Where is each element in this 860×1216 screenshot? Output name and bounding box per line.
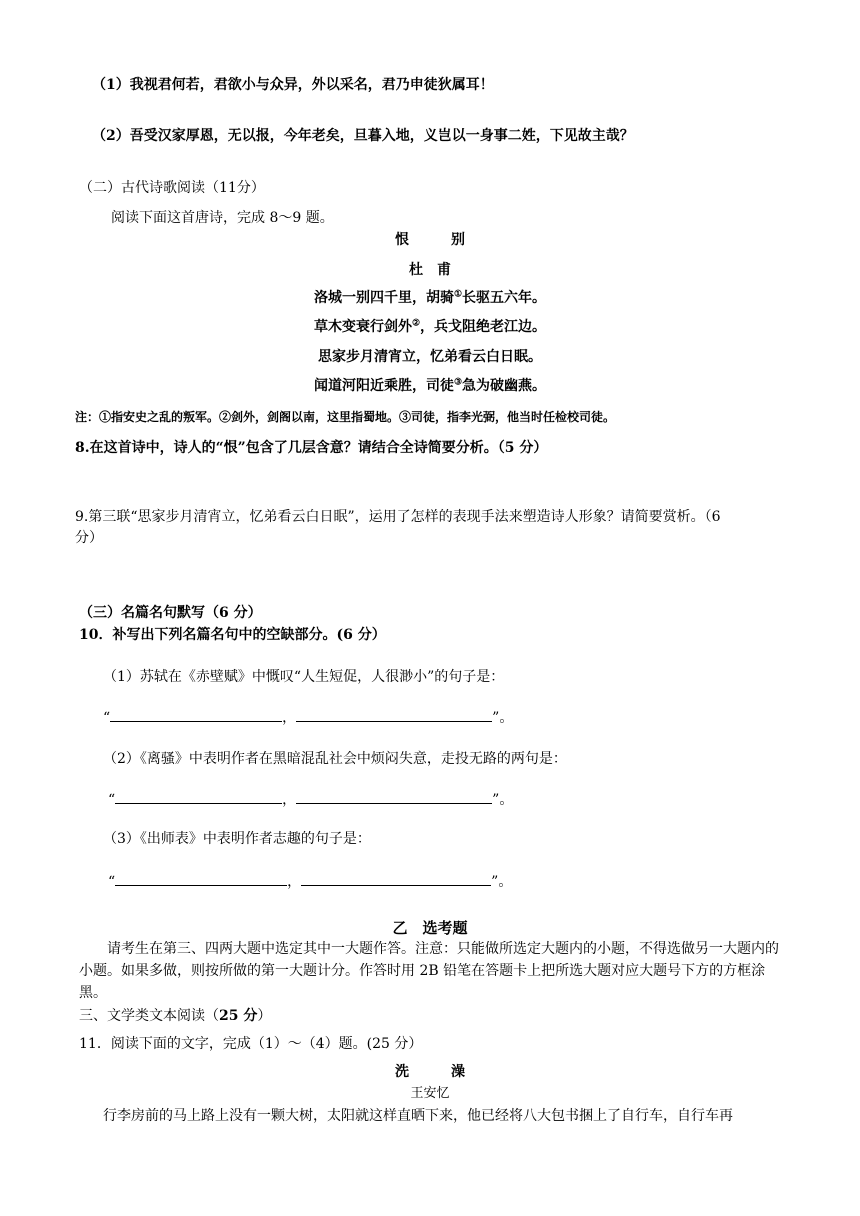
translation-item-2: （2）吾受汉家厚恩，无以报，今年老矣，旦暮入地，义岂以一身事二姓，下见故主哉？ xyxy=(92,128,634,144)
story-first-line: 行李房前的马上路上没有一颗大树，太阳就这样直晒下来，他已经将八大包书捆上了自行车，自行车再 xyxy=(103,1108,733,1124)
poetry-intro: 阅读下面这首唐诗，完成 8～9 题。 xyxy=(111,210,334,226)
question-8: 8.在这首诗中，诗人的“恨”包含了几层含意？请结合全诗简要分析。（5 分） xyxy=(75,440,548,456)
blank-2b[interactable] xyxy=(296,789,492,804)
poem-line-2: 草木变衰行剑外②，兵戈阻绝老江边。 xyxy=(313,318,547,335)
blank-3b[interactable] xyxy=(301,871,491,886)
question-9-line-2: 分） xyxy=(75,530,103,546)
poem-line-4: 闻道河阳近乘胜，司徒③急为破幽燕。 xyxy=(313,377,547,394)
famous-quotes-heading: （三）名篇名句默写（6 分） xyxy=(79,605,262,621)
poem-line-1: 洛城一别四千里，胡骑①长驱五六年。 xyxy=(313,289,547,306)
question-9-line-1: 9.第三联“思家步月清宵立，忆弟看云白日眠”，运用了怎样的表现手法来塑造诗人形象？请简要赏析。（6 xyxy=(75,509,721,525)
blank-1b[interactable] xyxy=(296,707,492,722)
poem-line-3: 思家步月清宵立，忆弟看云白日眠。 xyxy=(318,349,542,365)
poem-notes: 注：①指安史之乱的叛军。②剑外，剑阁以南，这里指蜀地。③司徒，指李光弼，他当时任检校司徒。 xyxy=(75,410,616,424)
literature-heading: 三、文学类文本阅读（25 分） xyxy=(79,1008,272,1024)
question-10: 10．补写出下列名篇名句中的空缺部分。(6 分） xyxy=(79,627,386,643)
question-11: 11．阅读下面的文字，完成（1）～（4）题。(25 分） xyxy=(79,1036,423,1052)
quote-blanks-3: “ ， ”。 xyxy=(108,871,512,892)
blank-1a[interactable] xyxy=(110,707,282,722)
quote-blanks-1: “ ， ”。 xyxy=(103,707,513,728)
poem-title: 恨 别 xyxy=(395,232,465,248)
translation-item-1: （1）我视君何若，君欲小与众异，外以采名，君乃申徒狄属耳！ xyxy=(92,77,494,93)
elective-instruction: 请考生在第三、四两大题中选定其中一大题作答。注意：只能做所选定大题内的小题，不得选做另一大题内的小题。如果多做，则按所做的第一大题计分。作答时用 2B 铅笔在答题卡上把所选大题对应大题号下方的方框涂黑。 xyxy=(79,941,779,1001)
poetry-section-heading: （二）古代诗歌阅读（11分） xyxy=(79,180,265,196)
quote-blanks-2: “ ， ”。 xyxy=(108,789,513,810)
quote-item-2: （2）《离骚》中表明作者在黑暗混乱社会中烦闷失意，走投无路的两句是： xyxy=(103,751,567,767)
story-author: 王安忆 xyxy=(410,1086,450,1101)
quote-item-3: （3）《出师表》中表明作者志趣的句子是： xyxy=(103,831,371,847)
story-title: 洗 澡 xyxy=(395,1064,465,1080)
elective-title: 乙 选考题 xyxy=(392,919,468,937)
blank-3a[interactable] xyxy=(115,871,287,886)
poem-author: 杜 甫 xyxy=(409,262,451,278)
blank-2a[interactable] xyxy=(115,789,282,804)
quote-item-1: （1）苏轼在《赤壁赋》中慨叹“人生短促，人很渺小”的句子是： xyxy=(103,669,505,685)
